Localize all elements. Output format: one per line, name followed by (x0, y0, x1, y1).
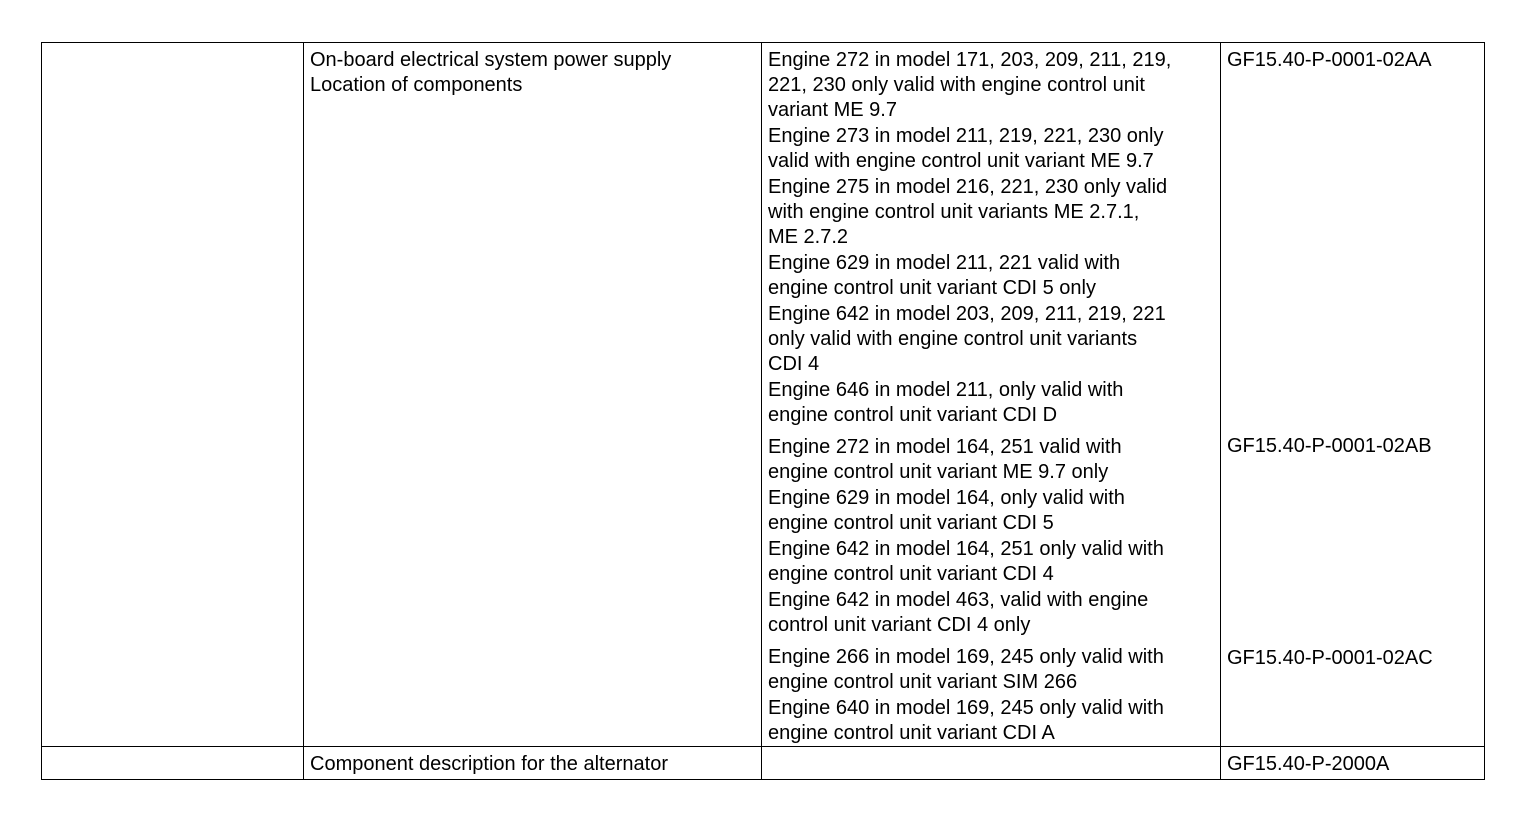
empty-cell (42, 43, 304, 747)
validity-line: Engine 642 in model 463, valid with engine (768, 589, 1149, 611)
validity-line: engine control unit variant ME 9.7 only (768, 461, 1109, 483)
validity-line: engine control unit variant CDI 4 (768, 563, 1054, 585)
validity-line: Engine 640 in model 169, 245 only valid with (768, 697, 1164, 719)
document-code-cell (1221, 747, 1485, 780)
table-row (42, 43, 1485, 747)
validity-line: Engine 642 in model 164, 251 only valid with (768, 538, 1164, 560)
validity-entry (768, 251, 1216, 301)
validity-entry (768, 124, 1216, 174)
validity-entry (768, 588, 1216, 638)
validity-line: Engine 273 in model 211, 219, 221, 230 only (768, 125, 1164, 147)
document-code-cell (1221, 43, 1485, 747)
validity-line: Engine 272 in model 171, 203, 209, 211, 219, (768, 49, 1172, 71)
validity-entry (768, 435, 1216, 485)
validity-line: with engine control unit variants ME 2.7.1, (768, 201, 1140, 223)
document-code-link[interactable]: GF15.40-P-2000A (1227, 753, 1390, 775)
validity-line: Engine 272 in model 164, 251 valid with (768, 436, 1122, 458)
validity-entry (768, 48, 1216, 123)
table-row (42, 747, 1485, 780)
validity-line: Engine 275 in model 216, 221, 230 only valid (768, 176, 1168, 198)
validity-line: Engine 629 in model 164, only valid with (768, 487, 1125, 509)
validity-line: Engine 642 in model 203, 209, 211, 219, 221 (768, 303, 1166, 325)
validity-entry (768, 696, 1216, 746)
document-title-line: Location of components (310, 74, 523, 96)
validity-entry (768, 486, 1216, 536)
document-code-link[interactable]: GF15.40-P-0001-02AC (1227, 647, 1433, 669)
validity-line: control unit variant CDI 4 only (768, 614, 1031, 636)
document-code-link[interactable]: GF15.40-P-0001-02AA (1227, 49, 1432, 71)
validity-line: engine control unit variant CDI 5 only (768, 277, 1096, 299)
validity-line: engine control unit variant CDI A (768, 722, 1055, 744)
validity-line: valid with engine control unit variant ME 9.7 (768, 150, 1154, 172)
document-code-link[interactable]: GF15.40-P-0001-02AB (1227, 435, 1432, 457)
validity-entry (768, 645, 1216, 695)
validity-line: variant ME 9.7 (768, 99, 897, 121)
validity-line: Engine 629 in model 211, 221 valid with (768, 252, 1121, 274)
validity-line: 221, 230 only valid with engine control unit (768, 74, 1145, 96)
validity-line: engine control unit variant SIM 266 (768, 671, 1078, 693)
validity-entry (768, 302, 1216, 377)
validity-entry (768, 175, 1216, 250)
validity-entry (768, 537, 1216, 587)
document-title-line: On-board electrical system power supply (310, 49, 672, 71)
validity-cell (762, 747, 1221, 780)
document-title-cell (304, 43, 762, 747)
validity-line: ME 2.7.2 (768, 226, 849, 248)
empty-cell (42, 747, 304, 780)
validity-line: engine control unit variant CDI 5 (768, 512, 1054, 534)
document-table (41, 42, 1485, 780)
validity-entry (768, 378, 1216, 428)
validity-line: CDI 4 (768, 353, 820, 375)
validity-line: Engine 646 in model 211, only valid with (768, 379, 1124, 401)
document-title: Component description for the alternator (310, 753, 668, 775)
validity-line: Engine 266 in model 169, 245 only valid with (768, 646, 1164, 668)
validity-line: only valid with engine control unit variants (768, 328, 1138, 350)
document-title-cell (304, 747, 762, 780)
validity-line: engine control unit variant CDI D (768, 404, 1058, 426)
validity-cell (762, 43, 1221, 747)
